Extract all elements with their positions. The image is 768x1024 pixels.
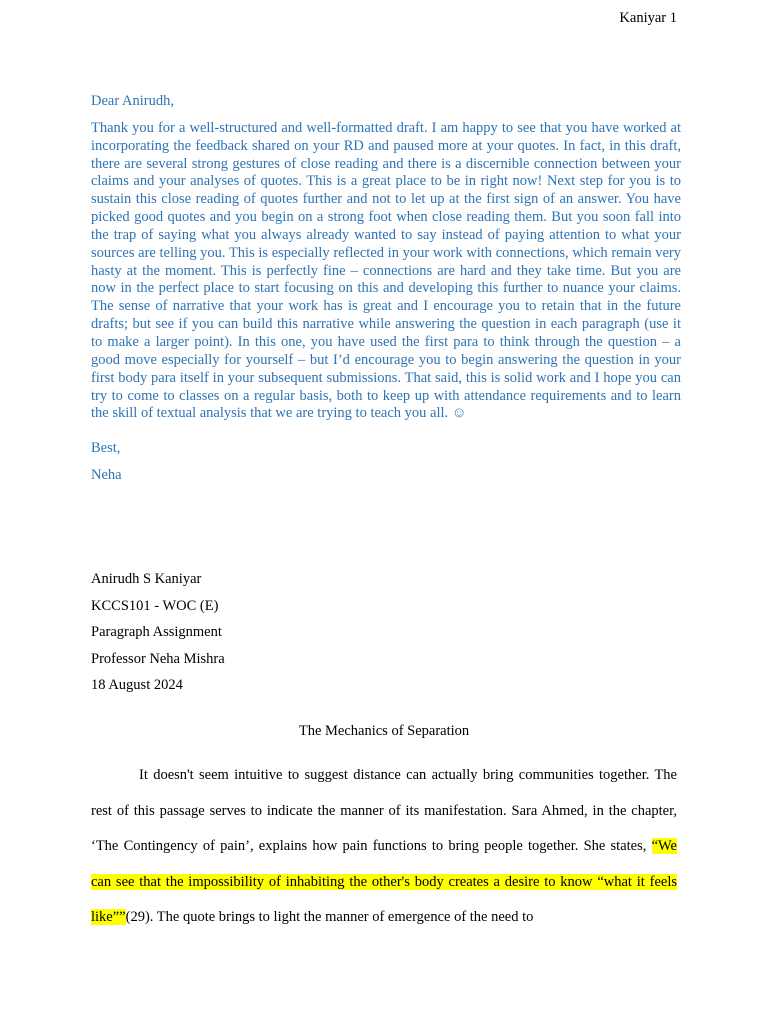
essay-paragraph: [91, 758, 677, 936]
essay-text-after-quote: (29). The quote brings to light the manner of emergence of the need to: [125, 909, 534, 926]
comment-body: Thank you for a well-structured and well-formatted draft. I am happy to see that you have worked at incorporating the feedback shared on your RD and paused more at your quotes. In fact, in this draft, there are several strong gestures of close reading and there is a discernible connection between your claims and your analyses of quotes. This is a great place to be in right now! Next step for you is to sustain this close reading of quotes further and not to let up at the first sign of an answer. You have picked good quotes and you begin on a strong foot when close reading them. But you soon fall into the trap of saying what you always already wanted to say instead of paying attention to what your sources are telling you. This is especially reflected in your work with connections, which remain very hasty at the moment. This is perfectly fine – connections are hard and they take time. But you are now in the perfect place to start focusing on this and developing this further to nuance your claims. The sense of narrative that your work has is great and I encourage you to retain that in the future drafts; but see if you can build this narrative while answering the question in each paragraph (use it to make a larger point). In this one, you have used the first para to think through the question – a good move especially for yourself – but I’d encourage you to begin answering the question in your first body para itself in your subsequent submissions. That said, this is solid work and I hope you can try to come to classes on a regular basis, both to keep up with attendance requirements and to learn the skill of textual analysis that we are trying to teach you all. ☺: [91, 119, 681, 422]
comment-signoff: Best,: [91, 440, 121, 457]
highlighted-quote: “We can see that the impossibility of inhabiting the other's body creates a desire to know “what it feels like””: [91, 838, 677, 926]
course-name: KCCS101 - WOC (E): [91, 597, 219, 614]
assignment-name: Paragraph Assignment: [91, 624, 222, 641]
comment-greeting: Dear Anirudh,: [91, 93, 174, 109]
essay-text-before-quote: It doesn't seem intuitive to suggest distance can actually bring communities together. The rest of this passage serves to indicate the manner of its manifestation. Sara Ahmed, in the chapter, ‘The Contingency of pain’, explains how pain functions to bring people together. She states,: [91, 767, 677, 855]
essay-title: The Mechanics of Separation: [298, 723, 470, 739]
professor-name: Professor Neha Mishra: [91, 650, 225, 667]
mla-heading: [91, 566, 225, 699]
student-name: Anirudh S Kaniyar: [91, 571, 202, 587]
instructor-comment: [91, 93, 681, 485]
comment-signature: Neha: [91, 467, 122, 484]
submission-date: 18 August 2024: [91, 677, 183, 694]
running-header: Kaniyar 1: [619, 10, 677, 26]
